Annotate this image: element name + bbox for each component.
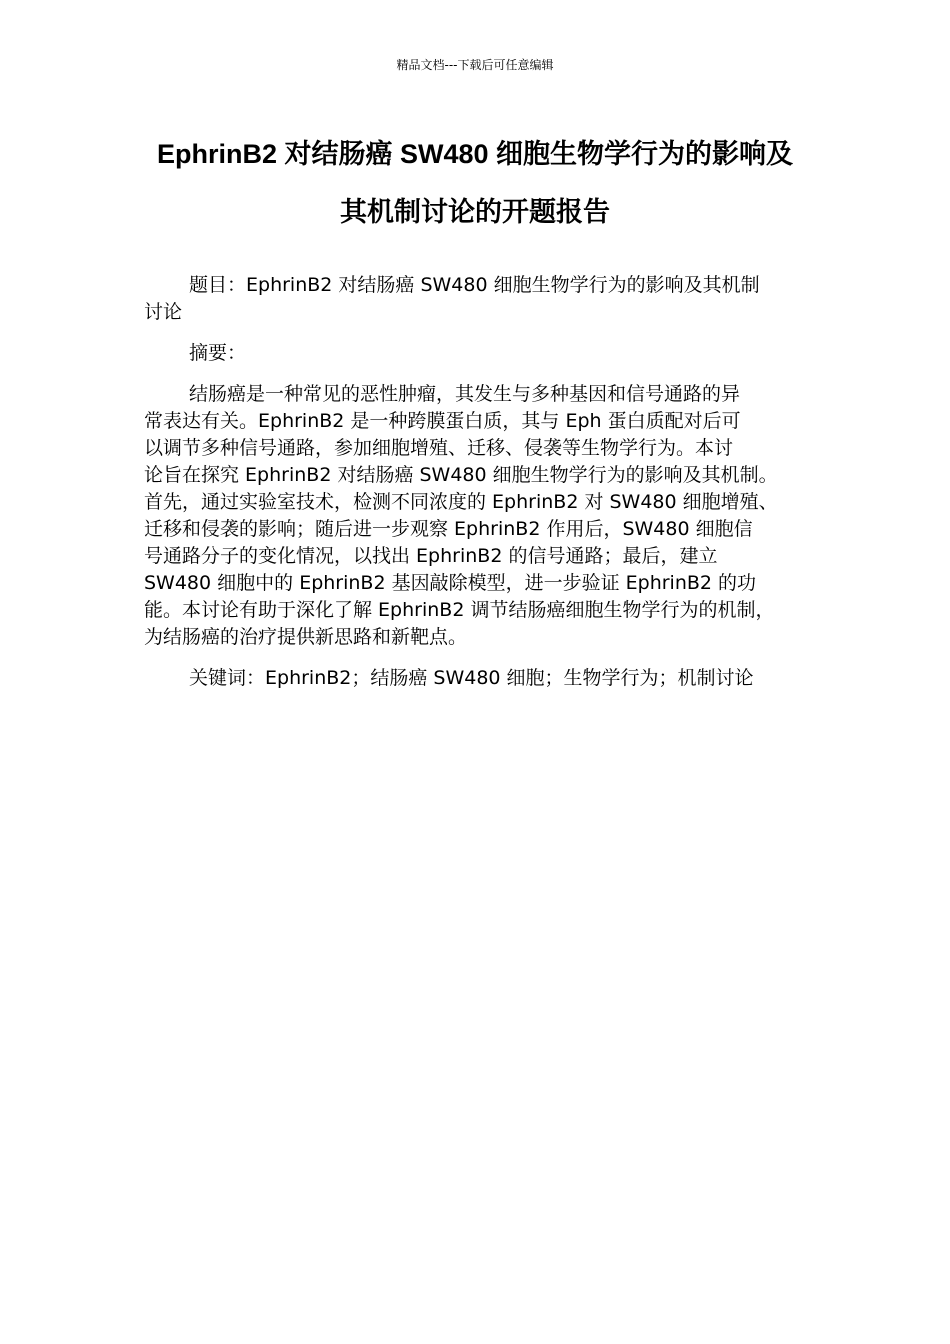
abstract-heading: 摘要： [189,342,247,364]
document-body [144,272,820,706]
keywords-paragraph [144,665,820,692]
document-title-line-1: EphrinB2 对结肠癌 SW480 细胞生物学行为的影响及 [156,139,794,169]
subject-line: 题目：EphrinB2 对结肠癌 SW480 细胞生物学行为的影响及其机制 [189,274,760,296]
abstract-paragraph [144,381,820,651]
subject-paragraph [144,272,820,326]
abstract-line: 为结肠癌的治疗提供新思路和新靶点。 [144,626,468,648]
abstract-line: 首先，通过实验室技术，检测不同浓度的 EphrinB2 对 SW480 细胞增殖、 [144,491,778,513]
abstract-line: 号通路分子的变化情况，以找出 EphrinB2 的信号通路；最后，建立 [144,545,718,567]
abstract-line: 以调节多种信号通路，参加细胞增殖、迁移、侵袭等生物学行为。本讨 [144,437,734,459]
abstract-line: 常表达有关。EphrinB2 是一种跨膜蛋白质，其与 Eph 蛋白质配对后可 [144,410,741,432]
abstract-line: 能。本讨论有助于深化了解 EphrinB2 调节结肠癌细胞生物学行为的机制， [144,599,775,621]
abstract-line: 迁移和侵袭的影响；随后进一步观察 EphrinB2 作用后，SW480 细胞信 [144,518,753,540]
keywords-line: 关键词：EphrinB2；结肠癌 SW480 细胞；生物学行为；机制讨论 [189,667,754,689]
abstract-line: SW480 细胞中的 EphrinB2 基因敲除模型，进一步验证 EphrinB2 的功 [144,572,757,594]
subject-line: 讨论 [144,301,183,323]
abstract-heading-paragraph [144,340,820,367]
document-title-line-2: 其机制讨论的开题报告 [340,197,610,227]
abstract-line: 结肠癌是一种常见的恶性肿瘤，其发生与多种基因和信号通路的异 [189,383,741,405]
page-header-note: 精品文档---下载后可任意编辑 [396,58,554,72]
abstract-line: 论旨在探究 EphrinB2 对结肠癌 SW480 细胞生物学行为的影响及其机制。 [144,464,778,486]
